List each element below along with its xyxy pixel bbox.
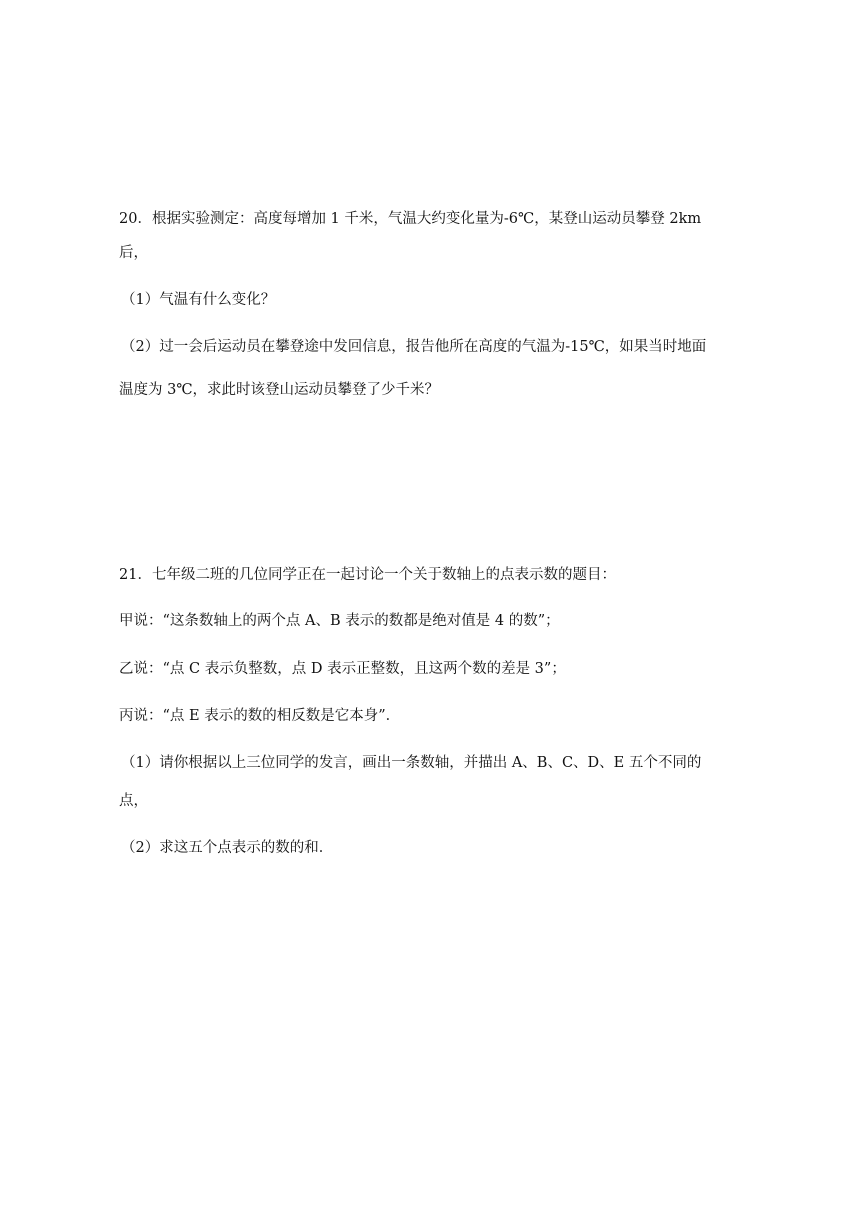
q21-part-2: （2）求这五个点表示的数的和． <box>121 840 334 856</box>
q20-line-2: 后， <box>119 245 148 261</box>
q20-part-2-line-1: （2）过一会后运动员在攀登途中发回信息，报告他所在高度的气温为-15℃，如果当时地面 <box>121 339 707 355</box>
q21-statement-jia: 甲说：“这条数轴上的两个点 A、B 表示的数都是绝对值是 4 的数”； <box>119 613 560 629</box>
q20-part-1: （1）气温有什么变化？ <box>121 292 276 308</box>
q20-part-2-line-2: 温度为 3℃，求此时该登山运动员攀登了少千米？ <box>119 382 440 398</box>
q21-part-1-line-2: 点， <box>119 793 148 809</box>
q21-part-1-line-1: （1）请你根据以上三位同学的发言，画出一条数轴，并描出 A、B、C、D、E 五个不同的 <box>121 755 702 771</box>
q20-line-1: 20．根据实验测定：高度每增加 1 千米，气温大约变化量为-6℃，某登山运动员攀登 2km <box>119 211 702 227</box>
q21-statement-yi: 乙说：“点 C 表示负整数，点 D 表示正整数，且这两个数的差是 3”； <box>119 661 566 677</box>
q21-statement-bing: 丙说：“点 E 表示的数的相反数是它本身”． <box>119 708 401 724</box>
q21-line-1: 21．七年级二班的几位同学正在一起讨论一个关于数轴上的点表示数的题目： <box>119 567 616 583</box>
